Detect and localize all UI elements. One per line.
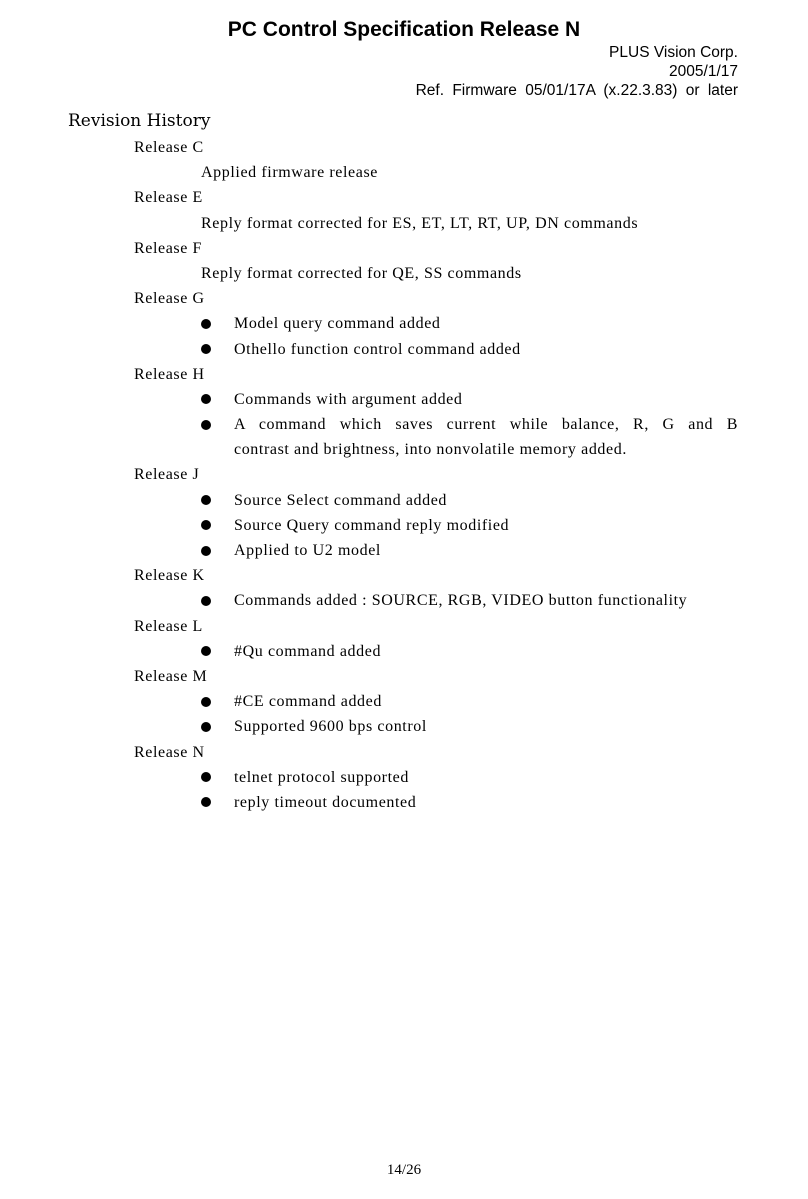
list-item-text: Applied to U2 model — [234, 542, 381, 559]
release-e-note: Reply format corrected for ES, ET, LT, RT, UP, DN commands — [201, 214, 639, 232]
list-item — [0, 412, 808, 437]
list-item — [0, 513, 808, 538]
list-item-text: Commands with argument added — [234, 390, 463, 408]
list-item-continuation: contrast and brightness, into nonvolatile memory added. — [234, 441, 627, 459]
list-item-text: Othello function control command added — [234, 340, 521, 358]
bullet-icon — [201, 520, 211, 530]
list-item — [0, 765, 808, 790]
list-item — [0, 639, 808, 664]
bullet-icon — [201, 722, 211, 732]
bullet-icon — [201, 495, 211, 505]
list-item-text: Source Select command added — [234, 491, 448, 509]
bullet-icon — [201, 646, 211, 656]
list-item-text: reply timeout documented — [234, 793, 417, 811]
list-item — [0, 337, 808, 362]
section-title: Revision History — [68, 111, 211, 131]
list-item — [0, 488, 808, 513]
release-e-heading: Release E — [134, 189, 203, 207]
release-f-note: Reply format corrected for QE, SS commands — [201, 264, 522, 282]
release-g-heading: Release G — [134, 290, 205, 308]
list-item — [0, 588, 808, 613]
list-item — [0, 714, 808, 739]
release-c-heading: Release C — [134, 139, 204, 156]
release-l-heading: Release L — [134, 617, 203, 635]
list-item-text: A command which saves current while balance, R, G and B — [234, 416, 738, 434]
release-m-heading: Release M — [134, 667, 208, 685]
bullet-icon — [201, 596, 211, 606]
document-title: PC Control Specification Release N — [227, 18, 581, 41]
release-h-heading: Release H — [134, 365, 205, 383]
list-item — [0, 387, 808, 412]
bullet-icon — [201, 394, 211, 404]
list-item — [0, 689, 808, 714]
bullet-icon — [201, 797, 211, 807]
bullet-icon — [201, 319, 211, 329]
bullet-icon — [201, 697, 211, 707]
list-item-text: Source Query command reply modified — [234, 516, 510, 534]
release-k-heading: Release K — [134, 567, 205, 585]
firmware-reference: Ref. Firmware 05/01/17A (x.22.3.83) or later — [415, 82, 738, 99]
list-item — [0, 790, 808, 815]
bullet-icon — [201, 420, 211, 430]
list-item-text: Commands added : SOURCE, RGB, VIDEO button functionality — [234, 592, 688, 610]
list-item — [0, 538, 808, 563]
list-item-text: #CE command added — [234, 693, 382, 711]
bullet-icon — [201, 344, 211, 354]
list-item-text: #Qu command added — [234, 642, 382, 660]
release-j-heading: Release J — [134, 466, 200, 484]
document-date: 2005/1/17 — [669, 63, 738, 80]
release-n-heading: Release N — [134, 743, 205, 761]
list-item-text: Model query command added — [234, 315, 441, 333]
release-f-heading: Release F — [134, 239, 203, 257]
release-c-note: Applied firmware release — [201, 164, 378, 182]
page-number: 14/26 — [386, 1162, 422, 1178]
list-item — [0, 311, 808, 336]
revision-history-list — [0, 135, 808, 815]
list-item-text: Supported 9600 bps control — [234, 718, 427, 736]
list-item-text: telnet protocol supported — [234, 768, 409, 786]
company-name: PLUS Vision Corp. — [609, 44, 738, 61]
bullet-icon — [201, 772, 211, 782]
bullet-icon — [201, 546, 211, 556]
